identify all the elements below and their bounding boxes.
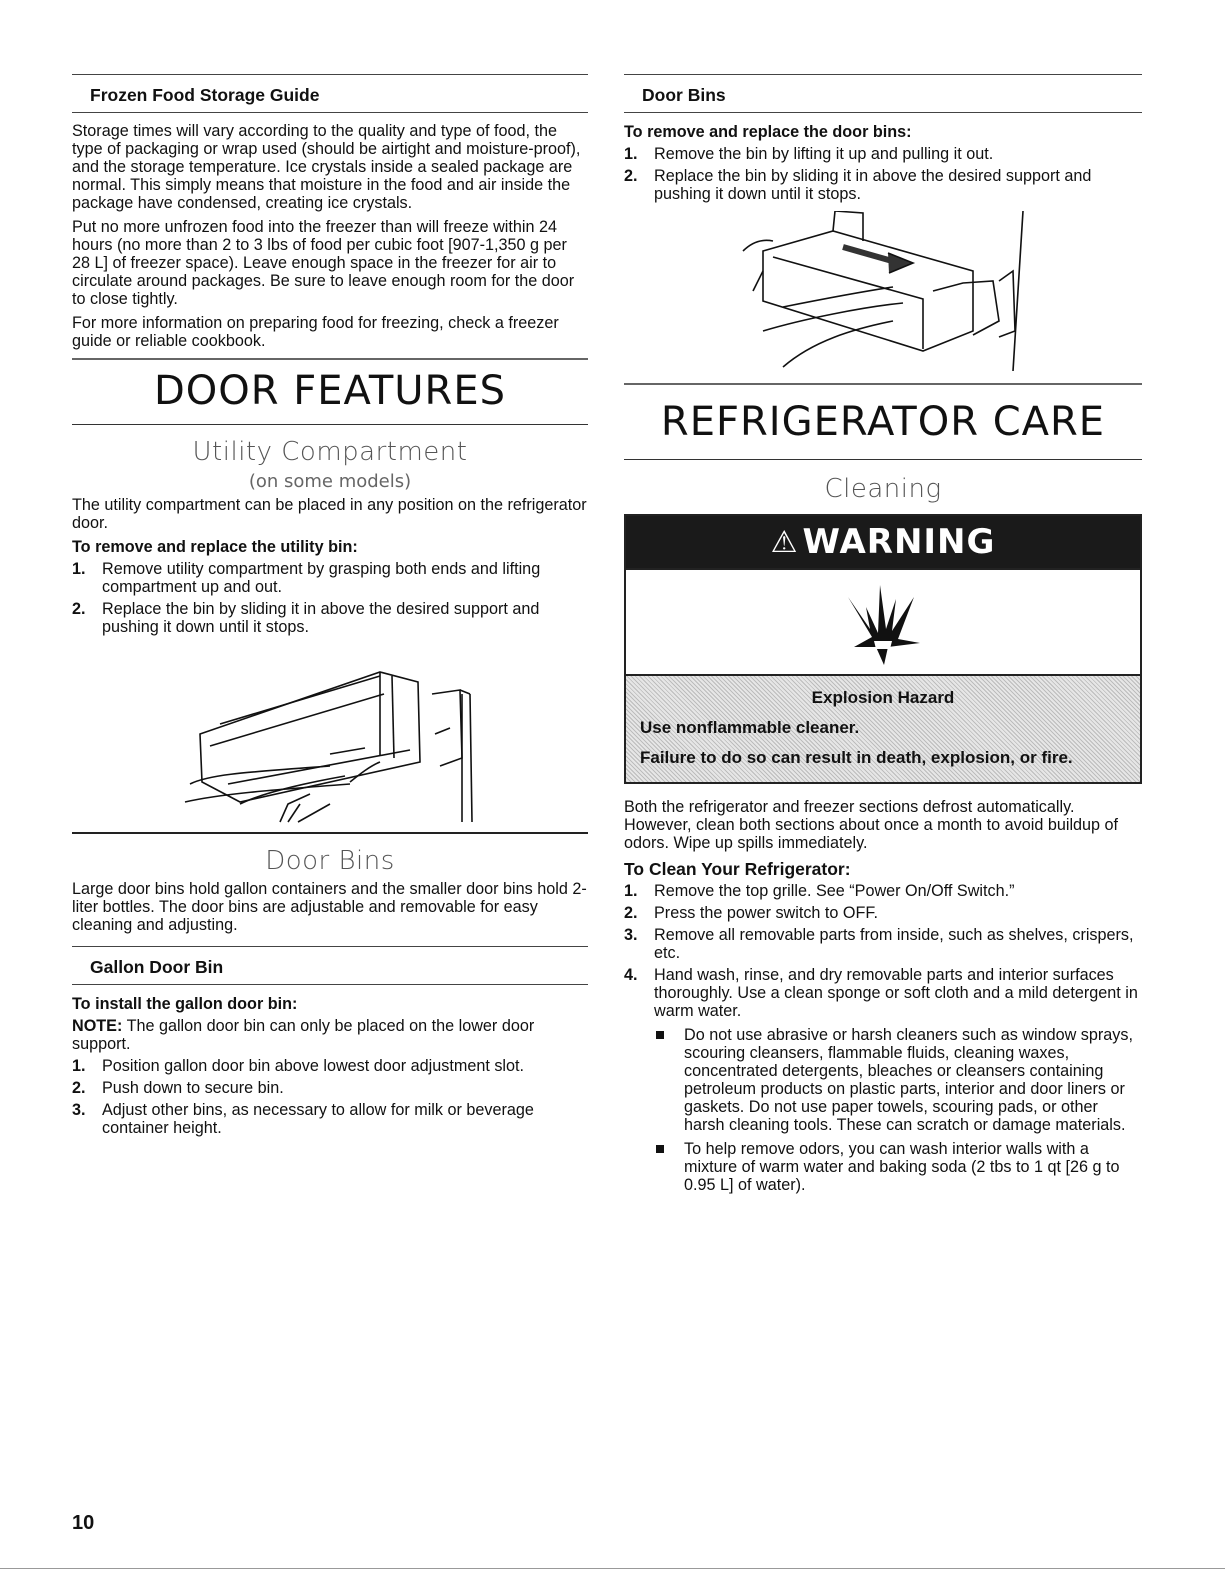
list-item: 2. Press the power switch to OFF.: [624, 904, 878, 922]
utility-intro: The utility compartment can be placed in any position on the refrigerator door.: [72, 496, 587, 532]
list-item: 1. Remove the bin by lifting it up and pulling it out.: [624, 145, 994, 163]
gallon-note: NOTE: The gallon door bin can only be placed on the lower door support.: [72, 1017, 535, 1053]
frozen-guide-paragraph-1: Storage times will vary according to the quality and type of food, the type of packaging or wrap used (should be airtight and moisture-proof), and the storage temperature. Ice crystals inside a sealed package are normal. This simply means that moisture in the food and air inside the package have condensed, creating ice crystals.: [72, 122, 581, 212]
door-bins-intro: Large door bins hold gallon containers and the smaller door bins hold 2-liter bottles. The door bins are adjustable and removable for easy cleaning and adjusting.: [72, 880, 587, 934]
bullet-icon: [656, 1031, 664, 1039]
utility-steps-heading: To remove and replace the utility bin:: [72, 538, 358, 556]
warning-hazard: Explosion Hazard: [811, 688, 955, 707]
list-item: 1. Remove the top grille. See “Power On/Off Switch.”: [624, 882, 1015, 900]
section-divider: [624, 459, 1142, 460]
door-bin-illustration: [624, 211, 1142, 371]
page-bottom-rule: [0, 1568, 1225, 1569]
door-bins-title: Door Bins: [265, 846, 395, 876]
door-bins-steps: [624, 145, 1142, 203]
list-item: 2. Replace the bin by sliding it in above the desired support and pushing it down until it stops.: [624, 167, 1092, 203]
explosion-icon-area: [626, 568, 1140, 676]
cleaning-title: Cleaning: [824, 474, 942, 504]
list-item: 3. Adjust other bins, as necessary to allow for milk or beverage container height.: [72, 1101, 534, 1137]
clean-steps: [624, 882, 1142, 1020]
door-features-title: DOOR FEATURES: [154, 368, 506, 414]
utility-compartment-subtitle: (on some models): [248, 471, 412, 492]
cleaning-intro: Both the refrigerator and freezer sections defrost automatically. However, clean both sections about once a month to avoid buildup of odors. Wipe up spills immediately.: [624, 798, 1119, 852]
warning-box: [624, 514, 1142, 784]
left-column: [72, 74, 588, 1137]
list-item: 3. Remove all removable parts from inside, such as shelves, crispers, etc.: [624, 926, 1134, 962]
section-divider: [72, 832, 588, 834]
clean-bullets: [654, 1026, 1142, 1194]
warning-label: WARNING: [802, 522, 996, 562]
door-bin-illustration-image: [723, 211, 1043, 371]
explosion-icon: [838, 577, 928, 667]
gallon-steps-heading: To install the gallon door bin:: [72, 995, 298, 1013]
list-item: 4. Hand wash, rinse, and dry removable parts and interior surfaces thoroughly. Use a clean sponge or soft cloth and a mild detergent in warm water.: [624, 966, 1138, 1020]
warning-text: [626, 676, 1140, 782]
warning-line-2: Failure to do so can result in death, explosion, or fire.: [640, 748, 1073, 767]
refrigerator-care-title: REFRIGERATOR CARE: [660, 399, 1106, 445]
frozen-guide-heading: Frozen Food Storage Guide: [72, 74, 588, 113]
clean-steps-heading: To Clean Your Refrigerator:: [624, 859, 851, 879]
list-item: To help remove odors, you can wash interior walls with a mixture of warm water and baking soda (2 tbs to 1 qt [26 g to 0.95 L] of water).: [654, 1140, 1142, 1194]
utility-bin-illustration: [72, 654, 588, 824]
frozen-guide-paragraph-3: For more information on preparing food for freezing, check a freezer guide or reliable cookbook.: [72, 314, 559, 350]
section-divider: [72, 424, 588, 425]
list-item: 1. Position gallon door bin above lowest door adjustment slot.: [72, 1057, 525, 1075]
frozen-guide-paragraph-2: Put no more unfrozen food into the freezer than will freeze within 24 hours (no more than 2 to 3 lbs of food per cubic foot [907-1,350 g per 28 L] of freezer space). Leave enough space in the freezer for air to circulate around packages. Be sure to leave enough room for the door to close tightly.: [72, 218, 575, 308]
right-column: [624, 74, 1142, 1194]
list-item: Do not use abrasive or harsh cleaners such as window sprays, scouring cleansers, flammable fluids, cleaning waxes, concentrated detergents, bleaches or cleansers containing petroleum products on plastic parts, interior and door liners or gaskets. Do not use paper towels, scouring pads, or other harsh cleaning tools. These can scratch or damage materials.: [654, 1026, 1142, 1134]
utility-steps: [72, 560, 588, 636]
bullet-icon: [656, 1145, 664, 1153]
door-bins-heading: Door Bins: [624, 74, 1142, 113]
utility-bin-illustration-image: [180, 654, 480, 824]
warning-line-1: Use nonflammable cleaner.: [640, 718, 860, 737]
warning-header: [626, 516, 1140, 568]
page-number: 10: [72, 1512, 95, 1534]
gallon-steps: [72, 1057, 588, 1137]
utility-compartment-title: Utility Compartment: [192, 437, 468, 467]
door-bins-steps-heading: To remove and replace the door bins:: [624, 123, 912, 141]
gallon-door-bin-heading: Gallon Door Bin: [72, 946, 588, 985]
list-item: 1. Remove utility compartment by grasping both ends and lifting compartment up and out.: [72, 560, 541, 596]
warning-triangle-icon: ⚠: [770, 524, 799, 560]
list-item: 2. Replace the bin by sliding it in above the desired support and pushing it down until it stops.: [72, 600, 540, 636]
list-item: 2. Push down to secure bin.: [72, 1079, 284, 1097]
